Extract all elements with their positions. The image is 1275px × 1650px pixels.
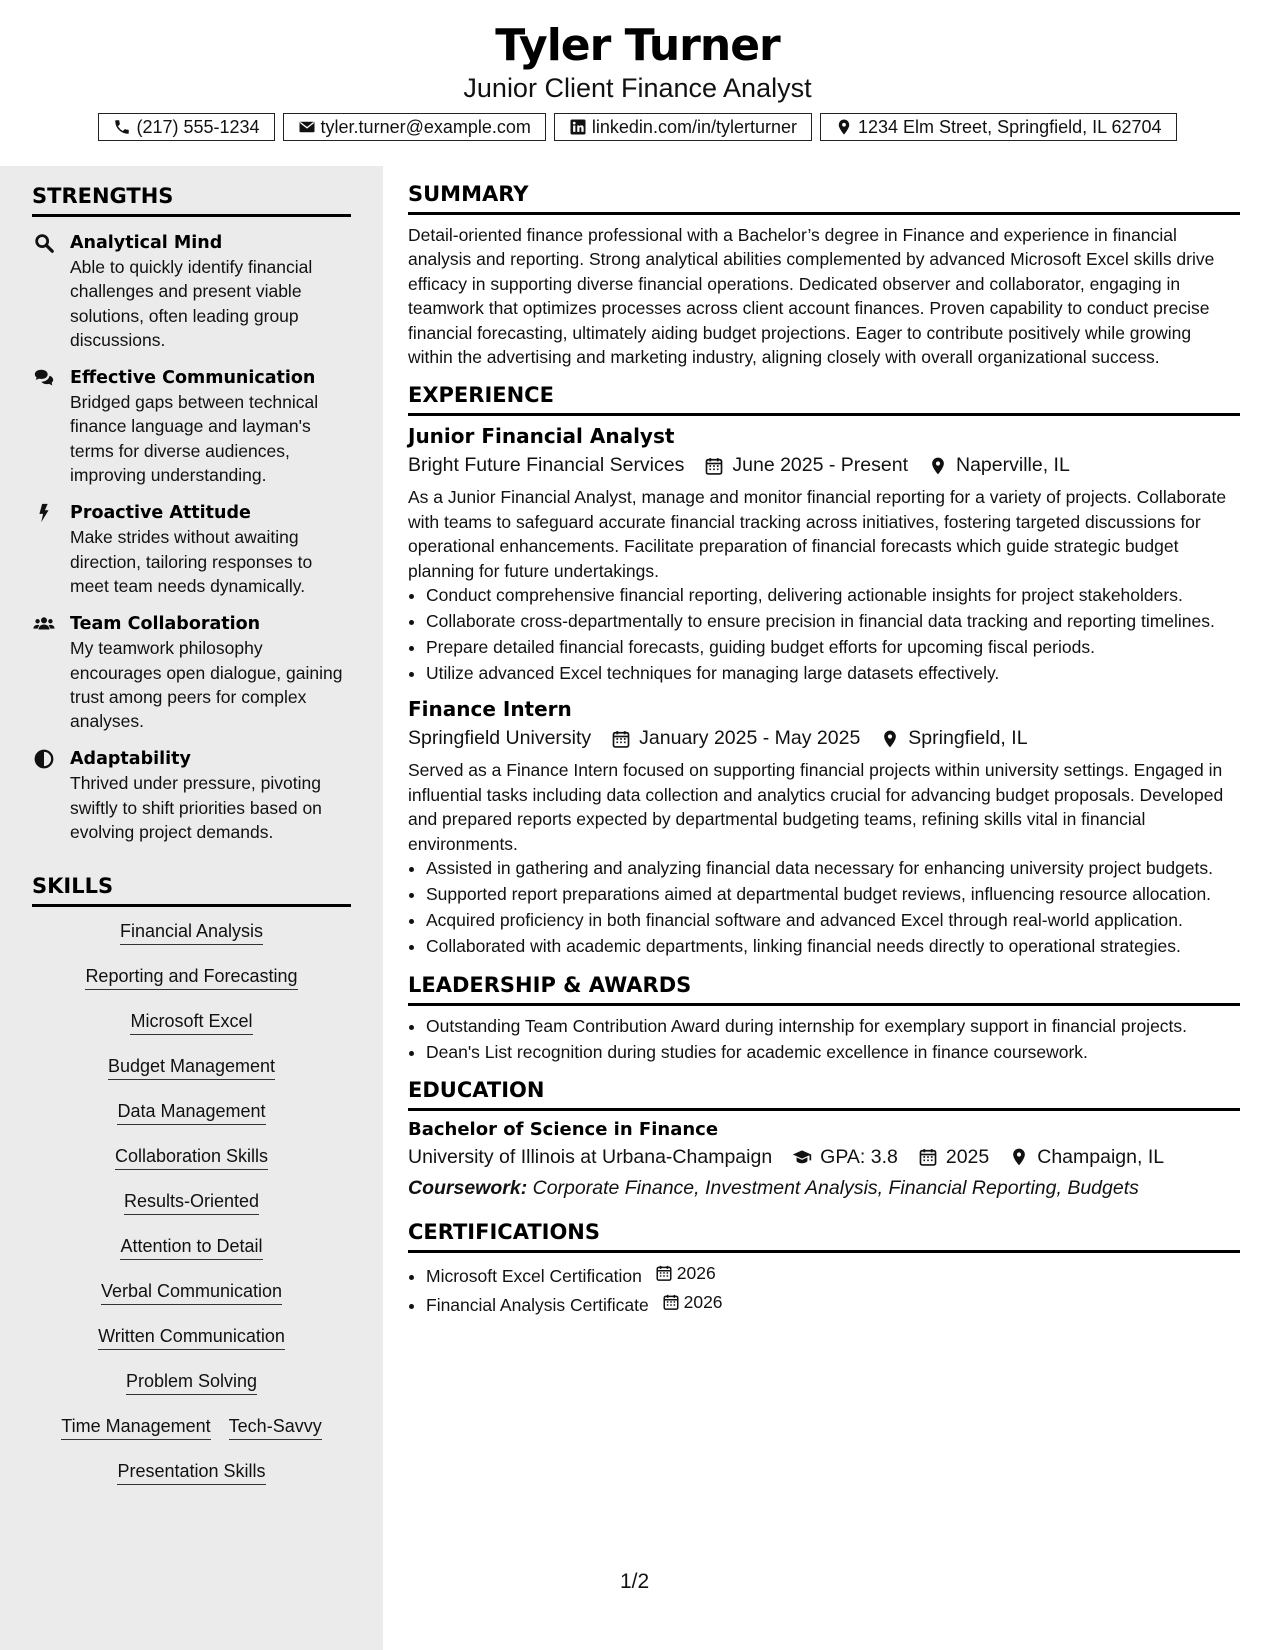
phone-icon xyxy=(113,118,131,136)
linkedin-text: linkedin.com/in/tylerturner xyxy=(591,116,797,137)
degree-title: Bachelor of Science in Finance xyxy=(408,1118,719,1140)
certification-item xyxy=(426,1290,1240,1318)
email-text: tyler.turner@example.com xyxy=(320,116,531,137)
education-section xyxy=(408,1078,1240,1200)
education-location: Champaign, IL xyxy=(1037,1145,1165,1168)
job-dates: January 2025 - May 2025 xyxy=(639,727,861,750)
map-marker-icon xyxy=(928,456,948,476)
map-marker-icon xyxy=(880,729,900,749)
skill-tag: Microsoft Excel xyxy=(130,1011,252,1035)
experience-heading: EXPERIENCE xyxy=(408,383,1240,416)
skill-tag: Problem Solving xyxy=(126,1371,257,1395)
certification-year: 2026 xyxy=(683,1292,723,1313)
company-name: Bright Future Financial Services xyxy=(408,454,685,477)
award-item: • Outstanding Team Contribution Award during internship for exemplary support in financial projects. xyxy=(426,1014,1240,1038)
calendar-icon xyxy=(704,456,724,476)
main-column xyxy=(408,182,1240,1332)
skill-tag: Presentation Skills xyxy=(117,1461,265,1485)
resume-name: Tyler Turner xyxy=(495,20,780,71)
bolt-icon xyxy=(33,502,55,524)
linkedin-icon xyxy=(569,118,587,136)
job-location: Naperville, IL xyxy=(956,454,1070,477)
skill-tag: Tech-Savvy xyxy=(229,1416,322,1440)
calendar-icon xyxy=(655,1264,673,1282)
gpa-text: GPA: 3.8 xyxy=(820,1145,898,1168)
leadership-list xyxy=(408,1014,1240,1064)
strength-item xyxy=(32,231,351,352)
certification-year: 2026 xyxy=(676,1262,716,1283)
strength-title: Proactive Attitude xyxy=(70,503,251,524)
education-meta xyxy=(408,1146,1240,1169)
phone-text: (217) 555-1234 xyxy=(136,116,260,137)
certification-item xyxy=(426,1261,1240,1289)
strengths-list xyxy=(32,231,351,844)
graduation-cap-icon xyxy=(792,1147,812,1167)
job-bullets xyxy=(408,856,1240,958)
strength-title: Team Collaboration xyxy=(70,614,261,635)
education-heading: EDUCATION xyxy=(408,1078,1240,1111)
skills-list xyxy=(32,921,351,1506)
coursework-list: Corporate Finance, Investment Analysis, Financial Reporting, Budgets xyxy=(532,1176,1139,1199)
job-bullet: • Prepare detailed financial forecasts, guiding budget efforts for upcoming fiscal periods. xyxy=(426,635,1240,659)
company-name: Springfield University xyxy=(408,727,592,750)
strengths-heading: STRENGTHS xyxy=(32,184,351,217)
strength-item xyxy=(32,612,351,733)
strength-desc: Able to quickly identify financial challenges and present viable solutions, often leading group discussions. xyxy=(70,257,313,350)
summary-text: Detail-oriented finance professional with a Bachelor’s degree in Finance and experience in financial analysis and reporting. Strong analytical abilities complemented by advanced Microsoft Excel skills drive efficacy in supporting diverse financial operations. Dedicated observer and collaborator, engaging in teamwork that optimizes processes across client account finances. Proven capability to conduct precise financial forecasting, ultimately aiding budget projections. Eager to contribute positively while growing within the advertising and marketing industry, aligning closely with overall organizational success. xyxy=(408,225,1215,368)
summary-heading: SUMMARY xyxy=(408,182,1240,215)
strength-title: Effective Communication xyxy=(70,368,316,389)
job-title-header: Junior Client Finance Analyst xyxy=(463,73,812,103)
leadership-heading: LEADERSHIP & AWARDS xyxy=(408,973,1240,1006)
map-marker-icon xyxy=(1009,1147,1029,1167)
job-location: Springfield, IL xyxy=(908,727,1028,750)
calendar-icon xyxy=(662,1293,680,1311)
certification-name: Financial Analysis Certificate xyxy=(426,1295,649,1316)
contact-linkedin[interactable] xyxy=(554,113,812,141)
map-marker-icon xyxy=(835,118,853,136)
job-title: Junior Financial Analyst xyxy=(408,424,675,449)
certification-name: Microsoft Excel Certification xyxy=(426,1266,642,1287)
comments-icon xyxy=(33,367,55,389)
strength-title: Adaptability xyxy=(70,749,191,770)
job-entry xyxy=(408,424,1240,685)
strength-item xyxy=(32,747,351,844)
job-bullet: • Acquired proficiency in both financial software and advanced Excel through real-world application. xyxy=(426,908,1240,932)
page-number: 1/2 xyxy=(620,1570,650,1593)
skill-tag: Results-Oriented xyxy=(124,1191,259,1215)
job-entry xyxy=(408,697,1240,958)
contact-phone[interactable] xyxy=(98,113,274,141)
strength-desc: Make strides without awaiting direction, tailoring responses to meet team needs dynamically. xyxy=(70,527,313,596)
job-dates: June 2025 - Present xyxy=(732,454,908,477)
job-bullet: • Supported report preparations aimed at departmental budget reviews, influencing resource allocation. xyxy=(426,882,1240,906)
strength-desc: My teamwork philosophy encourages open dialogue, gaining trust among peers for complex analyses. xyxy=(70,638,343,732)
coursework xyxy=(408,1177,1240,1200)
skill-tag: Time Management xyxy=(61,1416,210,1440)
job-bullet: • Conduct comprehensive financial reporting, delivering actionable insights for project stakeholders. xyxy=(426,583,1240,607)
summary-section xyxy=(408,182,1240,369)
job-meta xyxy=(408,727,1240,750)
certifications-heading: CERTIFICATIONS xyxy=(408,1220,1240,1253)
skill-tag: Financial Analysis xyxy=(120,921,263,945)
calendar-icon xyxy=(918,1147,938,1167)
strength-title: Analytical Mind xyxy=(70,233,223,253)
job-bullet: • Utilize advanced Excel techniques for managing large datasets effectively. xyxy=(426,661,1240,685)
skill-tag: Written Communication xyxy=(98,1326,285,1350)
skill-tag: Attention to Detail xyxy=(120,1236,262,1260)
contact-email[interactable] xyxy=(283,113,546,141)
contact-address[interactable] xyxy=(820,113,1177,141)
experience-section xyxy=(408,383,1240,958)
address-text: 1234 Elm Street, Springfield, IL 62704 xyxy=(858,116,1162,137)
adjust-icon xyxy=(33,748,55,770)
strength-desc: Bridged gaps between technical finance language and layman's terms for diverse audiences, improving understanding. xyxy=(70,392,319,486)
skill-tag: Data Management xyxy=(117,1101,265,1125)
leadership-section xyxy=(408,973,1240,1064)
calendar-icon xyxy=(611,729,631,749)
sidebar xyxy=(0,166,383,1650)
skill-tag: Reporting and Forecasting xyxy=(85,966,297,990)
job-bullet: • Collaborate cross-departmentally to ensure precision in financial data tracking and reporting timelines. xyxy=(426,609,1240,633)
school-name: University of Illinois at Urbana-Champaign xyxy=(408,1145,773,1168)
job-title: Finance Intern xyxy=(408,697,572,722)
skill-tag: Verbal Communication xyxy=(101,1281,282,1305)
certifications-section xyxy=(408,1220,1240,1318)
envelope-icon xyxy=(298,118,316,136)
job-bullet: • Assisted in gathering and analyzing financial data necessary for enhancing university project budgets. xyxy=(426,856,1240,880)
users-icon xyxy=(33,613,55,635)
job-meta xyxy=(408,454,1240,477)
job-description: Served as a Finance Intern focused on supporting financial projects within university settings. Engaged in influential tasks including data collection and analytics crucial for advancing budget proposals. Developed and prepared reports expected by departmental budgeting teams, refining skills vital in financial environments. xyxy=(408,760,1224,854)
contact-bar xyxy=(0,113,1275,141)
coursework-label: Coursework: xyxy=(408,1176,528,1199)
skill-tag: Collaboration Skills xyxy=(115,1146,268,1170)
job-bullets xyxy=(408,583,1240,685)
job-description: As a Junior Financial Analyst, manage and monitor financial reporting for a variety of projects. Collaborate with teams to safeguard accurate financial tracking across initiatives, fostering targeted discussions for operational enhancements. Facilitate preparation of financial forecasts which guide strategic budget planning for future undertakings. xyxy=(408,487,1227,581)
strength-item xyxy=(32,366,351,487)
search-icon xyxy=(33,232,55,254)
strength-desc: Thrived under pressure, pivoting swiftly to shift priorities based on evolving project demands. xyxy=(70,773,322,843)
skill-tag: Budget Management xyxy=(108,1056,275,1080)
graduation-year: 2025 xyxy=(945,1145,990,1168)
skills-heading: SKILLS xyxy=(32,874,351,907)
award-item: • Dean's List recognition during studies for academic excellence in finance coursework. xyxy=(426,1040,1240,1064)
job-bullet: • Collaborated with academic departments, linking financial needs directly to operational strategies. xyxy=(426,934,1240,958)
strength-item xyxy=(32,501,351,598)
certifications-list xyxy=(408,1261,1240,1318)
